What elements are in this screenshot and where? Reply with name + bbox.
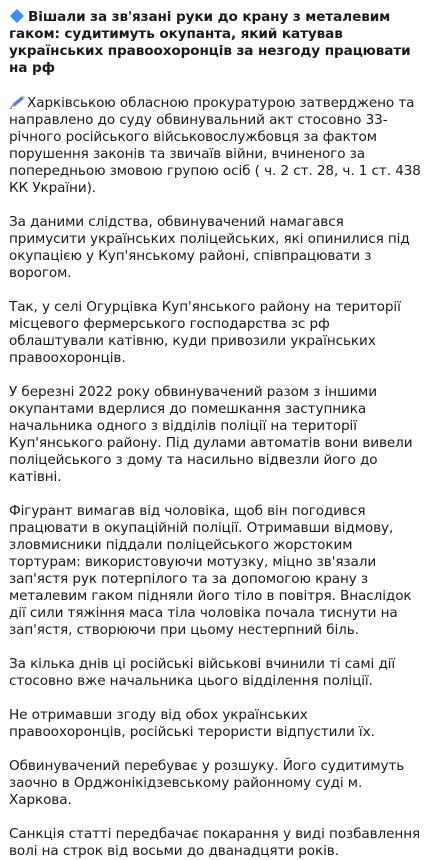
spacer: [9, 690, 423, 707]
paragraph-4: У березні 2022 року обвинувачений разом з іншими окупантами вдерлися до помешкання заступника начальника одного з відділів поліції на території Куп'янського району. Під дулами автоматів вони вивели поліцейського з дому та насильно відвезли його до катівні.: [9, 384, 413, 485]
post-title: [9, 8, 423, 77]
paragraph-9: Санкція статті передбачає покарання у виді позбавлення волі на строк від восьми до дванадцяти років.: [9, 826, 421, 859]
paragraph-8: Обвинувачений перебуває у розшуку. Його судитимуть заочно в Орджонікідзевському районному суді м. Харкова.: [9, 758, 405, 808]
paragraph-6: За кілька днів ці російські військові вчинили ті самі дії стосовно вже начальника цього відділення поліції.: [9, 656, 396, 689]
spacer: [9, 367, 423, 384]
spacer: [9, 809, 423, 826]
paragraph-3: Так, у селі Огурцівка Куп'янського району на території місцевого фермерського господарства зс рф облаштували катівню, куди привозили українських правоохоронців.: [9, 299, 401, 366]
post-title-text: Вішали за зв'язані руки до крану з металевим гаком: судитимуть окупанта, який катував українських правоохоронців за незгоду працювати на рф: [9, 9, 411, 76]
spacer: [9, 639, 423, 656]
paragraph-5: Фігурант вимагав від чоловіка, щоб він погодився працювати в окупаційній поліції. Отримавши відмову, зловмисники піддали поліцейського жорстоким тортурам: використовуючи мотузку, міцно зв'язали зап'ястя рук потерпілого та за допомогою крану з металевим гаком підняли його тіло в повітря. Внаслідок дії сили тяжіння маса тіла чоловіка почала тиснути на зап'ястя, створюючи при цьому нестерпний біль.: [9, 503, 412, 638]
spacer: [9, 282, 423, 299]
blue-diamond-icon: [11, 10, 23, 22]
spacer: [9, 77, 423, 95]
spacer: [9, 197, 423, 214]
paragraph-7: Не отримавши згоду від обох українських правоохоронців, російські терористи відпустили їх.: [9, 707, 375, 740]
spacer: [9, 486, 423, 503]
spacer: [9, 741, 423, 758]
paragraph-2: За даними слідства, обвинувачений намагався примусити українських поліцейських, які опинилися під окупацією у Куп'янському районі, співпрацювати з ворогом.: [9, 214, 410, 281]
pen-icon: [9, 95, 26, 109]
paragraph-1: Харківською обласною прокуратурою затверджено та направлено до суду обвинувальний акт стосовно 33-річного російського військовослужбовця за фактом порушення законів та звичаїв війни, вчиненого за попередньою змовою групою осіб ( ч. 2 ст. 28, ч. 1 ст. 438 КК України).: [9, 95, 421, 196]
